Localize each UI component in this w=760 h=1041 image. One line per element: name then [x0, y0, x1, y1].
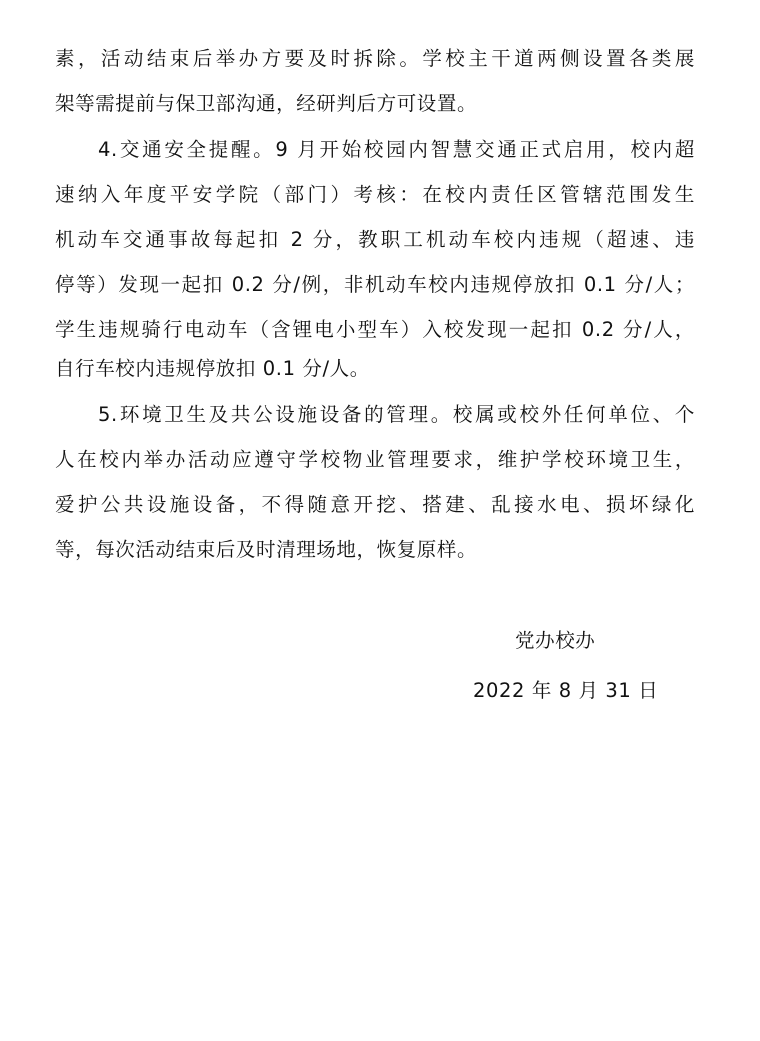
item5-line: 等，每次活动结束后及时清理场地，恢复原样。: [55, 538, 478, 561]
item4-line: 停等）发现一起扣 0.2 分/例，非机动车校内违规停放扣 0.1 分/人；: [55, 273, 695, 296]
item5-line: 人在校内举办活动应遵守学校物业管理要求，维护学校环境卫生，: [55, 448, 695, 471]
signature-date: 2022 年 8 月 31 日: [473, 679, 659, 702]
item4-line: 机动车交通事故每起扣 2 分，教职工机动车校内违规（超速、违: [55, 228, 695, 251]
item4-line: 自行车校内违规停放扣 0.1 分/人。: [55, 357, 370, 380]
item5-line: 5.环境卫生及共公设施设备的管理。校属或校外任何单位、个: [98, 403, 695, 426]
paragraph-line: 架等需提前与保卫部沟通，经研判后方可设置。: [55, 92, 478, 115]
item4-line: 学生违规骑行电动车（含锂电小型车）入校发现一起扣 0.2 分/人，: [55, 318, 695, 341]
item4-line: 速纳入年度平安学院（部门）考核：在校内责任区管辖范围发生: [55, 183, 695, 206]
signature-organization: 党办校办: [515, 629, 596, 652]
item4-line: 4.交通安全提醒。9 月开始校园内智慧交通正式启用，校内超: [98, 138, 695, 161]
paragraph-line: 素，活动结束后举办方要及时拆除。学校主干道两侧设置各类展: [55, 47, 695, 70]
item5-line: 爱护公共设施设备，不得随意开挖、搭建、乱接水电、损坏绿化: [55, 493, 695, 516]
